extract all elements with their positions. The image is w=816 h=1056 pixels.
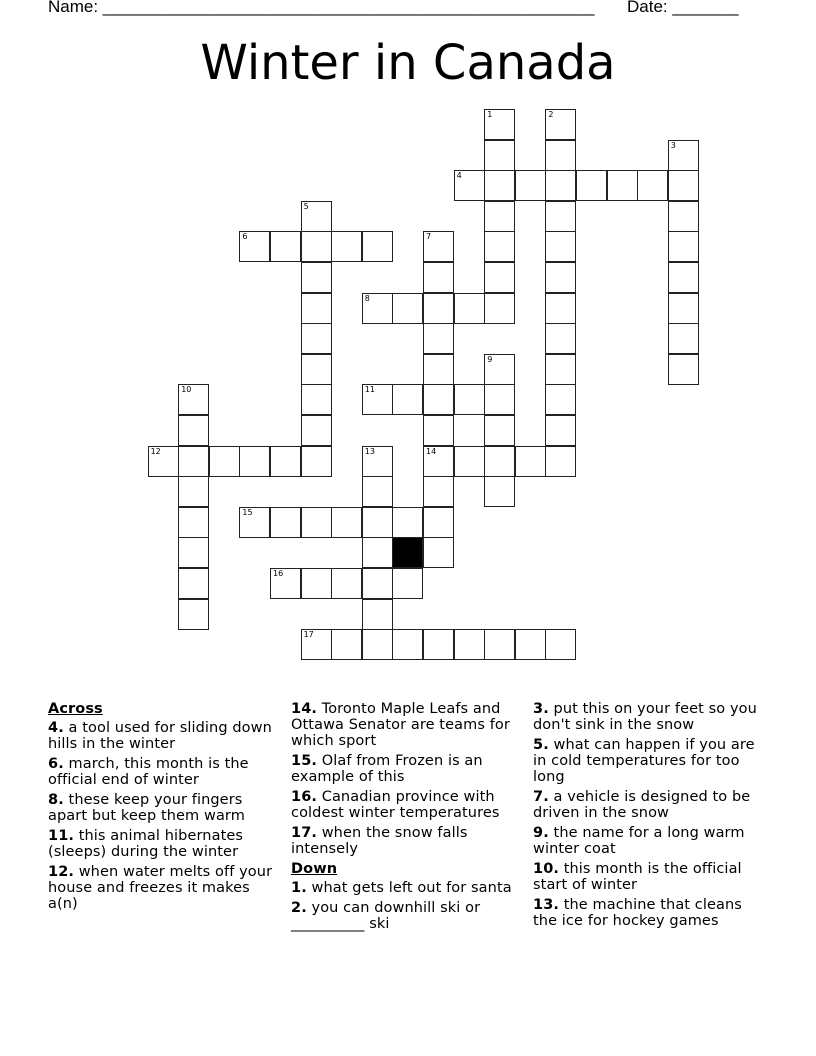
grid-cell[interactable]: [484, 201, 515, 232]
grid-cell[interactable]: [423, 507, 454, 538]
grid-cell[interactable]: [484, 415, 515, 446]
clue-across-4: [48, 720, 284, 752]
grid-cell[interactable]: [454, 446, 485, 477]
clue-down-5: [533, 737, 769, 785]
grid-cell[interactable]: [301, 629, 332, 660]
grid-cell[interactable]: [178, 599, 209, 630]
cell-number: 6: [242, 232, 248, 242]
clue-across-8: [48, 792, 284, 824]
grid-cell[interactable]: [178, 476, 209, 507]
cell-number: 17: [303, 630, 314, 640]
clue-text: Canadian province with coldest winter temperatures: [291, 789, 500, 821]
grid-cell[interactable]: [331, 231, 362, 262]
clue-down-2: [291, 900, 527, 932]
clue-number: 2.: [291, 900, 307, 916]
clue-across-11: [48, 828, 284, 860]
clue-across-12: [48, 864, 284, 912]
grid-cell[interactable]: [362, 384, 393, 415]
clue-number: 16.: [291, 789, 317, 805]
grid-cell[interactable]: [331, 629, 362, 660]
grid-cell[interactable]: [484, 231, 515, 262]
grid-cell[interactable]: [270, 507, 301, 538]
grid-cell[interactable]: [301, 323, 332, 354]
grid-cell[interactable]: [515, 170, 546, 201]
clue-number: 11.: [48, 828, 74, 844]
grid-cell[interactable]: [209, 446, 240, 477]
grid-cell[interactable]: [270, 568, 301, 599]
grid-cell[interactable]: [545, 384, 576, 415]
grid-cell[interactable]: [362, 537, 393, 568]
across-heading: Across: [48, 701, 103, 717]
clue-number: 9.: [533, 825, 549, 841]
clue-text: the machine that cleans the ice for hockey games: [533, 897, 742, 929]
clue-number: 14.: [291, 701, 317, 717]
grid-cell[interactable]: [484, 262, 515, 293]
grid-cell[interactable]: [239, 231, 270, 262]
clue-number: 7.: [533, 789, 549, 805]
grid-cell[interactable]: [301, 507, 332, 538]
cell-number: 8: [364, 293, 370, 303]
clue-text: put this on your feet so you don't sink in the snow: [533, 701, 757, 733]
grid-cell[interactable]: [484, 170, 515, 201]
grid-cell[interactable]: [362, 507, 393, 538]
clue-text: Toronto Maple Leafs and Ottawa Senator are teams for which sport: [291, 701, 510, 749]
grid-cell[interactable]: [668, 262, 699, 293]
clue-number: 4.: [48, 720, 64, 736]
clue-across-15: [291, 753, 527, 785]
grid-cell[interactable]: [515, 629, 546, 660]
clue-number: 1.: [291, 880, 307, 896]
grid-cell[interactable]: [178, 384, 209, 415]
grid-cell[interactable]: [362, 568, 393, 599]
grid-cell[interactable]: [178, 446, 209, 477]
grid-cell[interactable]: [301, 354, 332, 385]
grid-cell[interactable]: [515, 446, 546, 477]
grid-cell[interactable]: [668, 323, 699, 354]
grid-cell[interactable]: [423, 384, 454, 415]
grid-cell[interactable]: [484, 109, 515, 140]
grid-cell[interactable]: [331, 568, 362, 599]
cell-number: 5: [303, 201, 309, 211]
grid-cell[interactable]: [178, 537, 209, 568]
clues-column-1: [48, 701, 284, 916]
grid-cell[interactable]: [484, 293, 515, 324]
cell-number: 10: [181, 385, 192, 395]
cell-number: 15: [242, 507, 253, 517]
grid-cell[interactable]: [545, 354, 576, 385]
cell-number: 12: [150, 446, 161, 456]
grid-cell[interactable]: [454, 293, 485, 324]
grid-cell[interactable]: [331, 507, 362, 538]
cell-number: 1: [487, 110, 493, 119]
grid-cell[interactable]: [545, 415, 576, 446]
grid-cell[interactable]: [454, 384, 485, 415]
grid-cell[interactable]: [668, 354, 699, 385]
grid-cell[interactable]: [454, 629, 485, 660]
cell-number: 16: [273, 569, 284, 578]
grid-cell[interactable]: [545, 629, 576, 660]
grid-cell[interactable]: [392, 507, 423, 538]
cell-number: 14: [426, 446, 437, 456]
grid-cell[interactable]: [423, 262, 454, 293]
grid-cell[interactable]: [423, 629, 454, 660]
grid-cell[interactable]: [423, 476, 454, 507]
grid-cell[interactable]: [545, 323, 576, 354]
clue-down-10: [533, 861, 769, 893]
grid-cell[interactable]: [668, 140, 699, 171]
grid-cell[interactable]: [392, 384, 423, 415]
clue-text: march, this month is the official end of winter: [48, 756, 249, 788]
clue-number: 3.: [533, 701, 549, 717]
grid-cell[interactable]: [423, 231, 454, 262]
grid-cell[interactable]: [484, 476, 515, 507]
clue-across-14: [291, 701, 527, 749]
grid-cell[interactable]: [423, 537, 454, 568]
cell-number: 2: [548, 110, 554, 119]
clue-number: 10.: [533, 861, 559, 877]
clue-text: these keep your fingers apart but keep them warm: [48, 792, 245, 824]
grid-cell[interactable]: [301, 293, 332, 324]
cell-number: 4: [456, 171, 462, 181]
grid-cell[interactable]: [545, 170, 576, 201]
grid-cell[interactable]: [545, 201, 576, 232]
grid-cell[interactable]: [301, 415, 332, 446]
clue-across-16: [291, 789, 527, 821]
grid-cell[interactable]: [362, 446, 393, 477]
grid-cell[interactable]: [362, 599, 393, 630]
grid-cell[interactable]: [484, 629, 515, 660]
clue-across-17: [291, 825, 527, 857]
grid-cell[interactable]: [270, 446, 301, 477]
grid-cell[interactable]: [301, 384, 332, 415]
name-field-label: Name: ____________________________________________________: [48, 0, 595, 16]
clue-text: Olaf from Frozen is an example of this: [291, 753, 483, 785]
grid-cell[interactable]: [423, 354, 454, 385]
clue-number: 6.: [48, 756, 64, 772]
grid-cell[interactable]: [301, 201, 332, 232]
clue-number: 12.: [48, 864, 74, 880]
grid-cell[interactable]: [239, 446, 270, 477]
clue-down-1: [291, 880, 527, 896]
cell-number: 9: [487, 354, 493, 364]
grid-cell[interactable]: [454, 170, 485, 201]
grid-cell[interactable]: [668, 231, 699, 262]
grid-cell[interactable]: [576, 170, 607, 201]
clue-across-6: [48, 756, 284, 788]
grid-cell[interactable]: [545, 140, 576, 171]
clue-text: when water melts off your house and freezes it makes a(n): [48, 864, 273, 912]
grid-cell[interactable]: [178, 415, 209, 446]
grid-cell[interactable]: [301, 446, 332, 477]
cell-number: 11: [364, 385, 375, 395]
clue-number: 13.: [533, 897, 559, 913]
grid-cell[interactable]: [607, 170, 638, 201]
grid-cell[interactable]: [545, 262, 576, 293]
grid-cell[interactable]: [178, 507, 209, 538]
clue-number: 17.: [291, 825, 317, 841]
grid-cell[interactable]: [270, 231, 301, 262]
grid-cell[interactable]: [301, 231, 332, 262]
grid-cell[interactable]: [239, 507, 270, 538]
clue-text: this month is the official start of winter: [533, 861, 742, 893]
clue-number: 15.: [291, 753, 317, 769]
grid-cell[interactable]: [423, 446, 454, 477]
grid-cell[interactable]: [392, 568, 423, 599]
clue-text: a vehicle is designed to be driven in the snow: [533, 789, 751, 821]
blocked-cell: [392, 537, 423, 568]
clue-down-13: [533, 897, 769, 929]
clue-text: you can downhill ski or __________ ski: [291, 900, 481, 932]
cell-number: 3: [670, 140, 676, 150]
grid-cell[interactable]: [545, 446, 576, 477]
clue-down-9: [533, 825, 769, 857]
grid-cell[interactable]: [545, 293, 576, 324]
date-field-label: Date: _______: [627, 0, 739, 16]
grid-cell[interactable]: [362, 293, 393, 324]
clue-text: a tool used for sliding down hills in the winter: [48, 720, 272, 752]
grid-cell[interactable]: [545, 231, 576, 262]
grid-cell[interactable]: [423, 415, 454, 446]
grid-cell[interactable]: [668, 201, 699, 232]
puzzle-title: Winter in Canada: [200, 35, 616, 91]
clue-down-3: [533, 701, 769, 733]
clue-number: 8.: [48, 792, 64, 808]
grid-cell[interactable]: [178, 568, 209, 599]
grid-cell[interactable]: [484, 446, 515, 477]
grid-cell[interactable]: [423, 323, 454, 354]
down-heading: Down: [291, 861, 338, 877]
clue-number: 5.: [533, 737, 549, 753]
grid-cell[interactable]: [545, 109, 576, 140]
grid-cell[interactable]: [484, 384, 515, 415]
clues-column-2: [291, 701, 527, 936]
clue-text: what can happen if you are in cold temperatures for too long: [533, 737, 755, 785]
grid-cell[interactable]: [484, 140, 515, 171]
grid-cell[interactable]: [392, 629, 423, 660]
grid-cell[interactable]: [392, 293, 423, 324]
grid-cell[interactable]: [484, 354, 515, 385]
grid-cell[interactable]: [423, 293, 454, 324]
clue-text: when the snow falls intensely: [291, 825, 468, 857]
cell-number: 13: [364, 446, 375, 456]
grid-cell[interactable]: [362, 476, 393, 507]
grid-cell[interactable]: [637, 170, 668, 201]
clue-text: this animal hibernates (sleeps) during the winter: [48, 828, 244, 860]
grid-cell[interactable]: [362, 629, 393, 660]
grid-cell[interactable]: [301, 568, 332, 599]
grid-cell[interactable]: [668, 293, 699, 324]
grid-cell[interactable]: [362, 231, 393, 262]
clue-down-7: [533, 789, 769, 821]
clues-column-3: [533, 701, 769, 933]
grid-cell[interactable]: [148, 446, 179, 477]
clue-text: the name for a long warm winter coat: [533, 825, 745, 857]
clue-text: what gets left out for santa: [311, 880, 512, 896]
grid-cell[interactable]: [668, 170, 699, 201]
grid-cell[interactable]: [301, 262, 332, 293]
cell-number: 7: [426, 232, 432, 242]
